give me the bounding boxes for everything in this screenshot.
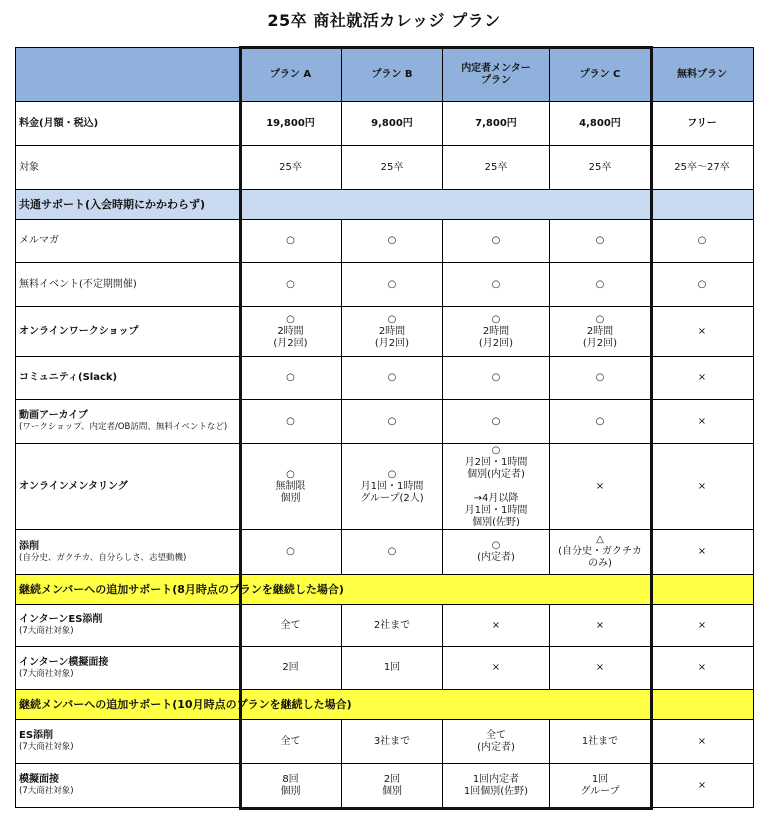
fee-plan-b: 9,800円: [342, 102, 443, 146]
cell-value: ○: [240, 220, 342, 263]
target-row: [16, 146, 754, 190]
cell-value: ×: [651, 764, 754, 808]
cell-value: ○ 月2回・1時間 個別(内定者) →4月以降 月1回・1時間 個別(佐野): [443, 444, 550, 530]
fee-label: 料金(月額・税込): [16, 102, 240, 146]
cell-value: ×: [651, 400, 754, 444]
cell-value: 2社まで: [342, 605, 443, 647]
row-label-intern-es: インターンES添削: [19, 614, 103, 626]
header-blank-cell: [16, 48, 240, 102]
cell-value: 全て (内定者): [443, 720, 550, 764]
cell-value: ×: [651, 530, 754, 575]
cell-value: ○: [240, 357, 342, 400]
cell-value: 1社まで: [550, 720, 651, 764]
cell-value: ○: [443, 400, 550, 444]
row-label-correction: 添削: [19, 540, 39, 552]
cell-value: ○: [342, 357, 443, 400]
cell-value: ○: [550, 263, 651, 307]
cell-value: ○ 2時間 (月2回): [240, 307, 342, 357]
table-row: [16, 307, 754, 357]
plan-comparison-table: [15, 47, 754, 808]
section-row-august: [16, 575, 754, 605]
cell-value: ○: [651, 263, 754, 307]
free-plan-header: 無料プラン: [651, 48, 754, 102]
cell-value: 1回 グループ: [550, 764, 651, 808]
row-label-mentoring: オンラインメンタリング: [19, 480, 128, 492]
section-header-august: 継続メンバーへの追加サポート(8月時点のプランを継続した場合): [16, 575, 754, 605]
target-plan-c: 25卒: [550, 146, 651, 190]
row-label-workshop: オンラインワークショップ: [19, 325, 139, 337]
cell-value: ○: [550, 220, 651, 263]
target-plan-a: 25卒: [240, 146, 342, 190]
cell-value: ×: [651, 357, 754, 400]
cell-value: ×: [550, 444, 651, 530]
cell-value: ○: [240, 263, 342, 307]
cell-value: ×: [651, 720, 754, 764]
cell-value: ○: [342, 400, 443, 444]
cell-value: ○ 無制限 個別: [240, 444, 342, 530]
row-sublabel-intern-mock: (7大商社対象): [19, 668, 74, 679]
cell-value: ○: [443, 220, 550, 263]
header-row: [16, 48, 754, 102]
cell-value: 8回 個別: [240, 764, 342, 808]
fee-plan-a: 19,800円: [240, 102, 342, 146]
cell-value: 3社まで: [342, 720, 443, 764]
cell-value: ○: [550, 400, 651, 444]
cell-value: △ (自分史・ガクチカ のみ): [550, 530, 651, 575]
section-row-common: [16, 190, 754, 220]
table-row: [16, 400, 754, 444]
row-sublabel-es: (7大商社対象): [19, 742, 74, 753]
table-row: [16, 263, 754, 307]
cell-value: ○ (内定者): [443, 530, 550, 575]
cell-value: ×: [651, 605, 754, 647]
cell-value: ○: [651, 220, 754, 263]
cell-value: ○: [342, 220, 443, 263]
row-label-mailmag: メルマガ: [16, 220, 240, 263]
cell-value: ×: [550, 605, 651, 647]
cell-value: ×: [651, 647, 754, 690]
table-row: [16, 530, 754, 575]
section-row-october: [16, 690, 754, 720]
cell-value: ○: [443, 263, 550, 307]
section-header-october: 継続メンバーへの追加サポート(10月時点のプランを継続した場合): [16, 690, 754, 720]
table-row: [16, 647, 754, 690]
fee-free-plan: フリー: [651, 102, 754, 146]
cell-value: ○: [240, 400, 342, 444]
plan-c-header: プラン C: [550, 48, 651, 102]
target-label: 対象: [16, 146, 240, 190]
row-label-intern-mock: インターン模擬面接: [19, 656, 109, 668]
fee-row: [16, 102, 754, 146]
target-free-plan: 25卒～27卒: [651, 146, 754, 190]
row-label-community: コミュニティ(Slack): [19, 372, 118, 383]
target-plan-b: 25卒: [342, 146, 443, 190]
table-row: [16, 764, 754, 808]
row-label-archive: 動画アーカイブ: [19, 410, 88, 422]
cell-value: ×: [550, 647, 651, 690]
cell-value: 全て: [240, 720, 342, 764]
fee-mentor-plan: 7,800円: [443, 102, 550, 146]
cell-value: ○: [550, 357, 651, 400]
fee-plan-c: 4,800円: [550, 102, 651, 146]
plan-b-header: プラン B: [342, 48, 443, 102]
page-title: 25卒 商社就活カレッジ プラン: [267, 11, 501, 30]
cell-value: ○: [240, 530, 342, 575]
row-sublabel-correction: (自分史、ガクチカ、自分らしさ、志望動機): [19, 552, 187, 563]
cell-value: 全て: [240, 605, 342, 647]
section-header-common: 共通サポート(入会時期にかかわらず): [16, 190, 754, 220]
row-label-free-event: 無料イベント(不定期開催): [16, 263, 240, 307]
cell-value: ○ 2時間 (月2回): [342, 307, 443, 357]
plan-a-header: プラン A: [240, 48, 342, 102]
cell-value: ○ 2時間 (月2回): [443, 307, 550, 357]
cell-value: ○: [342, 263, 443, 307]
table-row: [16, 605, 754, 647]
row-label-es: ES添削: [19, 730, 54, 742]
table-row: [16, 357, 754, 400]
row-sublabel-mock: (7大商社対象): [19, 786, 74, 797]
table-row: [16, 220, 754, 263]
row-sublabel-archive: (ワークショップ、内定者/OB訪問、無料イベントなど): [19, 422, 228, 433]
cell-value: 2回 個別: [342, 764, 443, 808]
cell-value: ×: [443, 647, 550, 690]
target-mentor-plan: 25卒: [443, 146, 550, 190]
cell-value: ○ 2時間 (月2回): [550, 307, 651, 357]
row-label-mock: 模擬面接: [19, 774, 59, 786]
cell-value: ×: [651, 444, 754, 530]
table-row: [16, 720, 754, 764]
mentor-plan-header: 内定者メンター プラン: [443, 48, 550, 102]
cell-value: ×: [443, 605, 550, 647]
cell-value: 1回: [342, 647, 443, 690]
cell-value: 2回: [240, 647, 342, 690]
row-sublabel-intern-es: (7大商社対象): [19, 626, 74, 637]
cell-value: ×: [651, 307, 754, 357]
cell-value: ○: [342, 530, 443, 575]
table-row: [16, 444, 754, 530]
cell-value: 1回内定者 1回個別(佐野): [443, 764, 550, 808]
cell-value: ○: [443, 357, 550, 400]
cell-value: ○ 月1回・1時間 グループ(2人): [342, 444, 443, 530]
